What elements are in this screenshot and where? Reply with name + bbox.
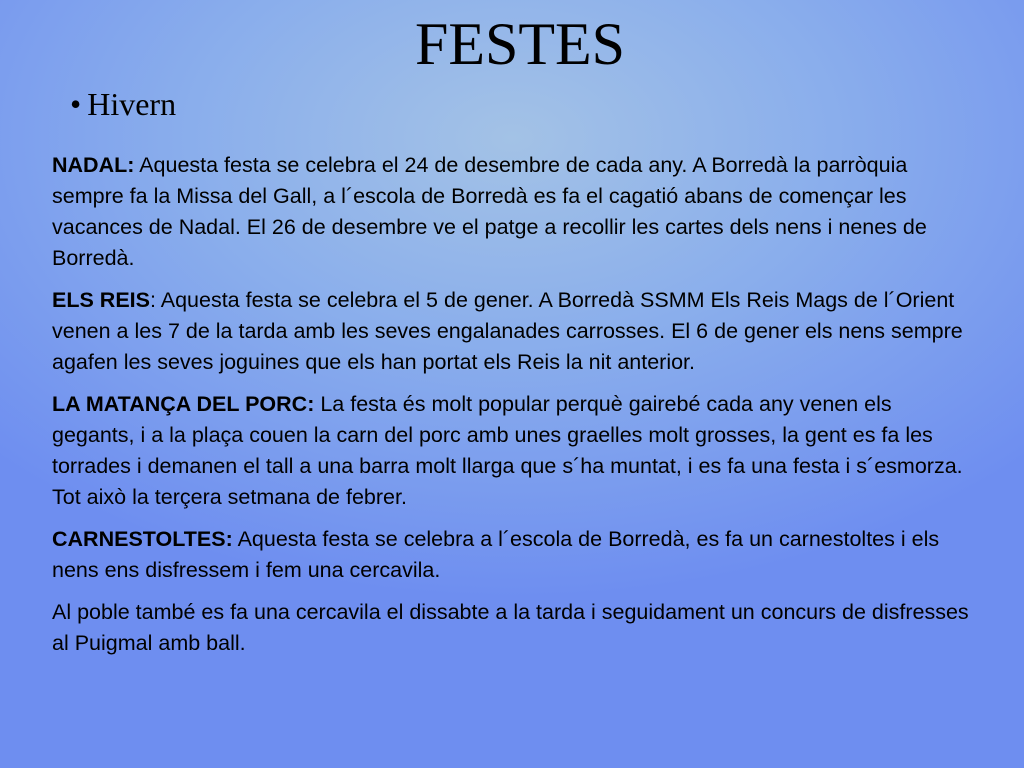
paragraph-els-reis (52, 285, 972, 378)
bullet-marker: • (70, 86, 82, 122)
bullet-item (70, 84, 176, 124)
paragraph-nadal (52, 150, 972, 274)
paragraph-label: LA MATANÇA DEL PORC: (52, 392, 315, 416)
slide-title: FESTES (414, 11, 626, 77)
paragraph-matanca (52, 389, 972, 513)
paragraph-label: CARNESTOLTES: (52, 527, 233, 551)
paragraph-text: : Aquesta festa se celebra el 5 de gener. A Borredà SSMM Els Reis Mags de l´Orient venen a les 7 de la tarda amb les seves engalanades carrosses. El 6 de gener els nens sempre agafen les seves joguines que els han portat els Reis la nit anterior. (52, 288, 963, 374)
paragraph-text: La festa és molt popular perquè gairebé cada any venen els gegants, i a la plaça couen la carn del porc amb unes graelles molt grosses, la gent es fa les torrades i demanen el tall a una barra molt llarga que s´ha muntat, i es fa una festa i s´esmorza. Tot això la terçera setmana de febrer. (52, 392, 963, 509)
paragraph-text: Aquesta festa se celebra a l´escola de Borredà, es fa un carnestoltes i els nens ens disfressem i fem una cercavila. (52, 527, 940, 582)
paragraph-text: Al poble també es fa una cercavila el dissabte a la tarda i seguidament un concurs de disfresses al Puigmal amb ball. (52, 600, 969, 655)
paragraph-label: ELS REIS (52, 288, 150, 312)
bullet-text: Hivern (87, 86, 177, 122)
paragraph-label: NADAL: (52, 153, 135, 177)
paragraph-carnestoltes (52, 524, 972, 586)
slide-body (52, 150, 972, 670)
paragraph-cercavila (52, 597, 972, 659)
paragraph-text: Aquesta festa se celebra el 24 de desembre de cada any. A Borredà la parròquia sempre fa la Missa del Gall, a l´escola de Borredà es fa el cagatió abans de començar les vacances de Nadal. El 26 de desembre ve el patge a recollir les cartes dels nens i nenes de Borredà. (52, 153, 927, 270)
